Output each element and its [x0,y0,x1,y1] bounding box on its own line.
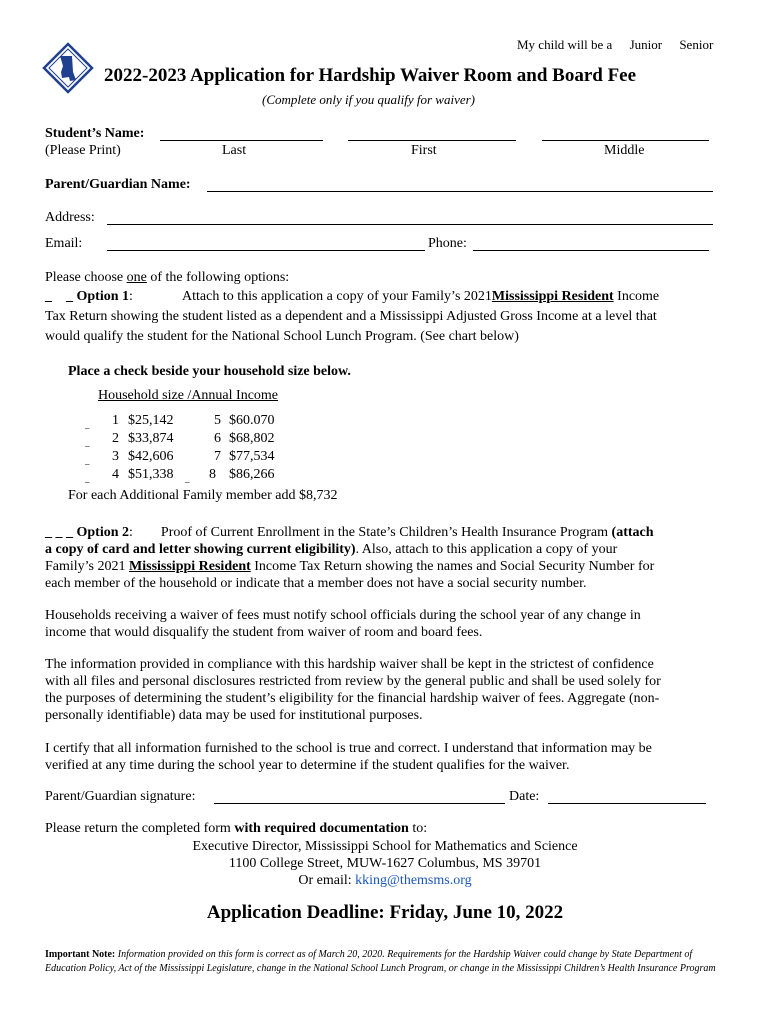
return-email-line: Or email: kking@themsms.org [298,873,472,888]
additional-member-note: For each Additional Family member add $8,732 [68,488,338,503]
return-instructions: Please return the completed form with required documentation to: [45,821,428,836]
household-instruction: Place a check beside your household size below. [68,364,351,379]
return-street: 1100 College Street, MUW-1627 Columbus, MS 39701 [228,856,542,871]
student-last-field[interactable] [160,139,323,141]
household-table-header: Household size /Annual Income [98,388,279,403]
household-checkbox[interactable]: _ [185,474,190,484]
option2-label[interactable]: _ _ _ Option 2 [45,525,130,540]
important-note: Important Note: Information provided on this form is correct as of March 20, 2020. Requirements for the Hardship Waiver could change by State Department of Education Policy, Act of the Mississippi Legislature, change in the National School Lunch Program, or change in the Mississippi Children’s Health Insurance Program [45,949,716,974]
household-checkbox[interactable]: _ [85,456,90,466]
certification-paragraph: I certify that all information furnished to the school is true and correct. I understand that information may be verified at any time during the school year to determine if the student qualifies for the waiver. [45,741,652,773]
senior-option[interactable]: Senior [679,37,714,52]
return-address-block [0,838,770,889]
page-subtitle: (Complete only if you qualify for waiver) [262,92,476,107]
date-field[interactable] [548,802,706,804]
junior-option[interactable]: Junior [629,37,663,52]
guardian-name-label: Parent/Guardian Name: [45,177,191,192]
address-field[interactable] [107,223,713,225]
child-label: My child will be a [517,37,613,52]
option1-text: Attach to this application a copy of your Family’s 2021Mississippi Resident Income [182,289,660,304]
confidentiality-paragraph: The information provided in compliance with this hardship waiver shall be kept in the strictest of confidence with all files and personal disclosures restricted from review by the general public and shall be used solely for the purposes of determining the student’s eligibility for the financial hardship waiver of fees. Aggregate (non- personally identifiable) data may be used for institutional purposes. [45,657,661,723]
mississippi-resident-emphasis: Mississippi Resident [129,559,251,574]
signature-label: Parent/Guardian signature: [45,789,196,804]
last-label: Last [222,143,247,158]
household-checkbox[interactable]: _ [85,420,90,430]
first-label: First [411,143,437,158]
return-recipient: Executive Director, Mississippi School for Mathematics and Science [192,839,578,854]
middle-label: Middle [604,143,645,158]
address-label: Address: [45,210,95,225]
mississippi-map-icon [42,42,94,94]
household-checkbox[interactable]: _ [85,438,90,448]
email-link[interactable]: kking@themsms.org [355,873,472,888]
email-field[interactable] [107,249,425,251]
option1-checkbox[interactable]: _ [45,289,66,304]
option1-label: _ Option 1 [66,289,130,304]
mississippi-resident-emphasis: Mississippi Resident [491,289,614,304]
guardian-name-field[interactable] [207,190,713,192]
student-middle-field[interactable] [542,139,709,141]
email-label: Email: [45,236,83,251]
option1-line1: _ _ Option 1: [45,289,133,304]
household-checkbox[interactable]: _ [85,474,90,484]
please-print-label: (Please Print) [45,143,121,158]
options-intro: Please choose one of the following options: [45,270,290,285]
option1-line3: would qualify the student for the National School Lunch Program. (See chart below) [45,329,519,344]
option2-block: _ _ _ Option 2: Proof of Current Enrollment in the State’s Children’s Health Insurance Program (attach a copy of card and letter showing current eligibility). Also, attach to this application a copy of your Family’s 2021 Mississippi Resident Income Tax Return showing the names and Social Security Number for each member of the household or indicate that a member does not have a social security number. [45,525,655,591]
student-name-label: Student’s Name: [45,126,145,141]
notify-paragraph: Households receiving a waiver of fees must notify school officials during the school year of any change in income that would disqualify the student from waiver of room and board fees. [45,608,641,640]
signature-field[interactable] [214,802,505,804]
application-deadline: Application Deadline: Friday, June 10, 2022 [206,902,564,923]
date-label: Date: [509,789,540,804]
option1-line2: Tax Return showing the student listed as a dependent and a Mississippi Adjusted Gross Income at a level that [45,309,657,324]
phone-field[interactable] [473,249,709,251]
school-logo [42,42,94,94]
phone-label: Phone: [428,236,467,251]
page-title: 2022-2023 Application for Hardship Waiver Room and Board Fee [104,65,637,86]
student-first-field[interactable] [348,139,516,141]
